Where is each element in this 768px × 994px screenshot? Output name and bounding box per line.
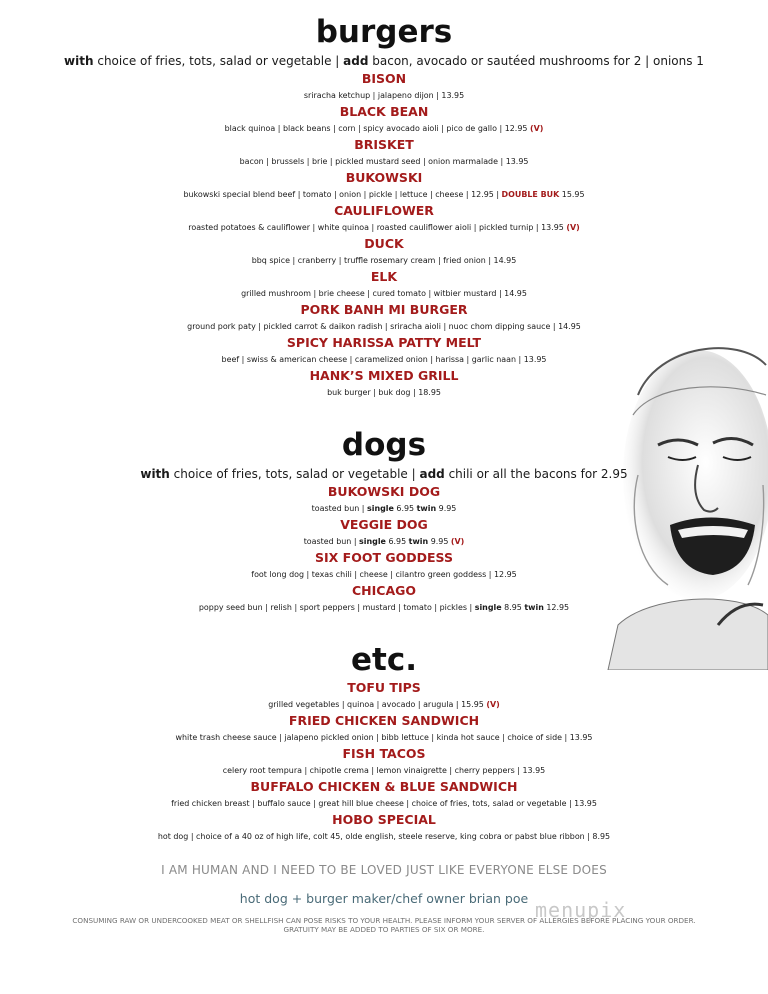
intro-text: chili or all the bacons for 2.95 — [444, 467, 628, 481]
intro-with: with — [140, 467, 170, 481]
disclaimer — [0, 916, 768, 934]
menu-item-desc: fried chicken breast | buffalo sauce | great hill blue cheese | choice of fries, tots, salad or vegetable | 13.95 — [171, 799, 597, 808]
menu-item-desc — [0, 599, 768, 616]
burgers-section — [0, 12, 768, 401]
twin-price: 12.95 — [543, 603, 570, 612]
menu-item-desc: foot long dog | texas chili | cheese | cilantro green goddess | 12.95 — [251, 570, 517, 579]
watermark-logo: menupix — [535, 898, 627, 922]
menu-item-name: HOBO SPECIAL — [332, 812, 436, 827]
menu-item-name: TOFU TIPS — [347, 680, 421, 695]
menu-item-desc — [0, 500, 768, 517]
dogs-title: dogs — [341, 427, 427, 463]
menu-item-name: BUKOWSKI — [345, 170, 423, 185]
intro-add: add — [419, 467, 445, 481]
menu-item-name: SIX FOOT GODDESS — [315, 550, 453, 565]
etc-section — [0, 640, 768, 845]
menu-item-name: BLACK BEAN — [339, 104, 429, 119]
intro-text: choice of fries, tots, salad or vegetable | — [93, 54, 344, 68]
menu-item-name: DUCK — [364, 236, 404, 251]
double-buk-label: DOUBLE BUK — [501, 190, 560, 199]
vegetarian-badge: (V) — [566, 223, 580, 232]
menu-item-desc: bacon | brussels | brie | pickled mustard seed | onion marmalade | 13.95 — [239, 157, 529, 166]
menu-item-name: PORK BANH MI BURGER — [300, 302, 468, 317]
desc-text: toasted bun | — [303, 537, 360, 546]
menu-item-desc — [0, 186, 768, 203]
twin-label: twin — [408, 537, 429, 546]
menu-item-desc: celery root tempura | chipotle crema | lemon vinaigrette | cherry peppers | 13.95 — [222, 766, 546, 775]
menu-item-desc: grilled mushroom | brie cheese | cured tomato | witbier mustard | 14.95 — [241, 289, 527, 298]
menu-item-desc: beef | swiss & american cheese | caramelized onion | harissa | garlic naan | 13.95 — [221, 355, 547, 364]
desc-text: black quinoa | black beans | corn | spicy avocado aioli | pico de gallo | 12.95 — [224, 124, 530, 133]
menu-item-name: FRIED CHICKEN SANDWICH — [288, 713, 480, 728]
vegetarian-badge: (V) — [450, 537, 465, 546]
single-price: 6.95 — [393, 504, 417, 513]
vegetarian-badge: (V) — [486, 700, 500, 709]
menu-item-desc: hot dog | choice of a 40 oz of high life, colt 45, olde english, steele reserve, king cobra or pabst blue ribbon | 8.95 — [157, 832, 611, 841]
twin-label: twin — [524, 603, 544, 612]
menu-item-name: CAULIFLOWER — [334, 203, 434, 218]
twin-price: 9.95 — [436, 504, 457, 513]
desc-text: toasted bun | — [311, 504, 368, 513]
burgers-intro — [0, 52, 768, 70]
single-label: single — [474, 603, 502, 612]
menu-item-name: BUFFALO CHICKEN & BLUE SANDWICH — [250, 779, 518, 794]
menu-item-desc — [0, 533, 768, 550]
intro-add: add — [343, 54, 369, 68]
intro-text: choice of fries, tots, salad or vegetable | — [169, 467, 420, 481]
desc-text: grilled vegetables | quinoa | avocado | arugula | 15.95 — [268, 700, 487, 709]
burgers-title: burgers — [315, 14, 453, 50]
intro-text: bacon, avocado or sautéed mushrooms for 2 | onions 1 — [368, 54, 704, 68]
menu-item-name: FISH TACOS — [342, 746, 426, 761]
double-buk-price: 15.95 — [559, 190, 585, 199]
etc-title: etc. — [351, 642, 417, 678]
menu-item-name: BISON — [361, 71, 407, 86]
menu-item-desc: sriracha ketchup | jalapeno dijon | 13.95 — [303, 91, 465, 100]
disclaimer-line: GRATUITY MAY BE ADDED TO PARTIES OF SIX OR MORE. — [283, 925, 485, 934]
desc-text: poppy seed bun | relish | sport peppers | mustard | tomato | pickles | — [198, 603, 475, 612]
footer-quote: I AM HUMAN AND I NEED TO BE LOVED JUST LIKE EVERYONE ELSE DOES — [161, 863, 607, 877]
single-label: single — [359, 537, 386, 546]
menu-item-name: VEGGIE DOG — [340, 517, 428, 532]
single-price: 6.95 — [385, 537, 409, 546]
twin-label: twin — [416, 504, 437, 513]
disclaimer-line: CONSUMING RAW OR UNDERCOOKED MEAT OR SHELLFISH CAN POSE RISKS TO YOUR HEALTH. PLEASE INFORM YOUR SERVER OF ALLERGIES BEFORE PLACING YOUR ORDER. — [72, 916, 696, 925]
menu-item-desc — [0, 696, 768, 713]
dogs-intro — [0, 465, 768, 483]
menu-item-desc: white trash cheese sauce | jalapeno pickled onion | bibb lettuce | kinda hot sauce | choice of side | 13.95 — [175, 733, 593, 742]
menu-item-name: SPICY HARISSA PATTY MELT — [286, 335, 482, 350]
dogs-section — [0, 425, 768, 616]
single-label: single — [367, 504, 394, 513]
twin-price: 9.95 — [428, 537, 451, 546]
menu-item-name: BRISKET — [354, 137, 414, 152]
menu-item-desc: ground pork paty | pickled carrot & daikon radish | sriracha aioli | nuoc chom dipping sauce | 14.95 — [187, 322, 581, 331]
menu-item-desc: bbq spice | cranberry | truffle rosemary cream | fried onion | 14.95 — [251, 256, 517, 265]
menu-item-desc: buk burger | buk dog | 18.95 — [327, 388, 441, 397]
vegetarian-badge: (V) — [529, 124, 544, 133]
menu-item-desc — [0, 219, 768, 236]
menu-item-name: CHICAGO — [351, 583, 417, 598]
menu-item-name: ELK — [370, 269, 398, 284]
owner-line: hot dog + burger maker/chef owner brian poe — [239, 891, 529, 906]
intro-with: with — [64, 54, 94, 68]
menu-item-desc — [0, 120, 768, 137]
menu-item-name: BUKOWSKI DOG — [327, 484, 441, 499]
menu-item-name: HANK’S MIXED GRILL — [309, 368, 459, 383]
desc-text: roasted potatoes & cauliflower | white quinoa | roasted cauliflower aioli | pickled turnip | 13.95 — [188, 223, 567, 232]
single-price: 8.95 — [501, 603, 525, 612]
desc-text: bukowski special blend beef | tomato | onion | pickle | lettuce | cheese | 12.95 | — [183, 190, 502, 199]
